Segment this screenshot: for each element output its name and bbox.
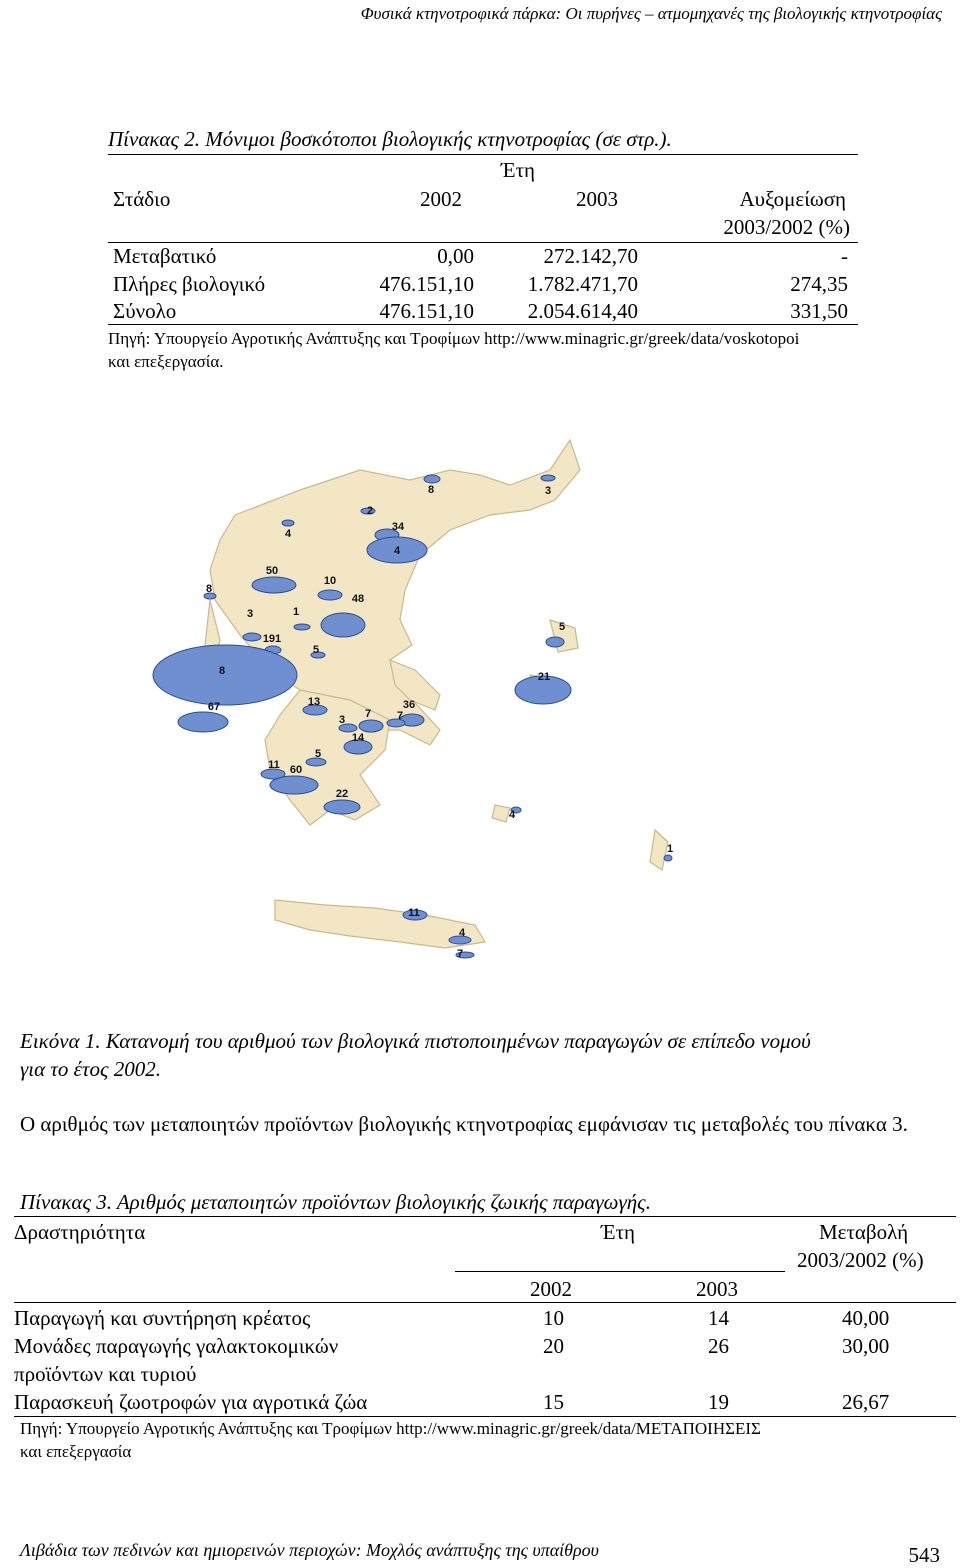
table2-cell: 274,35 xyxy=(790,272,848,296)
table3-years-rule xyxy=(455,1271,785,1272)
marker-label: 36 xyxy=(402,699,416,711)
marker-label: 50 xyxy=(265,565,279,577)
table3-cell: 26 xyxy=(708,1334,729,1358)
table2-group-header: Έτη xyxy=(501,158,535,182)
marker-label: 11 xyxy=(268,759,280,771)
table3-cell: 30,00 xyxy=(842,1334,890,1358)
table2-cell: 331,50 xyxy=(790,299,848,323)
table3-header-rule xyxy=(14,1302,956,1303)
marker-label: 1 xyxy=(666,843,674,855)
marker-label: 4 xyxy=(284,528,292,540)
table2-header-change: Αυξομείωση xyxy=(739,187,846,211)
table3-cell: 15 xyxy=(543,1390,564,1414)
body-paragraph: Ο αριθμός των μεταποιητών προϊόντων βιολογικής κτηνοτροφίας εμφάνισαν τις μεταβολές του πίνακα 3. xyxy=(20,1112,908,1136)
marker-label: 10 xyxy=(323,575,337,587)
marker-label: 4 xyxy=(508,809,516,821)
table2-caption: Πίνακας 2. Μόνιμοι βοσκότοποι βιολογικής κτηνοτροφίας (σε στρ.). xyxy=(108,127,672,151)
marker-label: 1 xyxy=(292,606,300,618)
table3-cell: 10 xyxy=(543,1306,564,1330)
table3-row-label: Παραγωγή και συντήρηση κρέατος xyxy=(14,1306,311,1330)
marker-disc xyxy=(270,776,318,794)
marker-disc xyxy=(321,613,365,637)
marker-label: 48 xyxy=(351,593,365,605)
marker-label: 22 xyxy=(335,788,349,800)
marker-disc xyxy=(359,720,383,732)
marker-disc xyxy=(324,800,360,814)
table2-cell: 0,00 xyxy=(437,244,474,268)
table3-header-2002: 2002 xyxy=(530,1277,572,1301)
page-number: 543 xyxy=(908,1543,940,1567)
table2-cell: 476.151,10 xyxy=(379,299,474,323)
table2-source-cont: και επεξεργασία. xyxy=(108,352,224,371)
marker-label: 5 xyxy=(558,621,566,633)
table3-cell: 26,67 xyxy=(842,1390,890,1414)
table2-row-label: Πλήρες βιολογικό xyxy=(113,272,266,296)
table3-top-rule xyxy=(14,1216,956,1217)
producer-count-marker xyxy=(509,807,521,821)
table3-cell: 14 xyxy=(708,1306,729,1330)
marker-label: 7 xyxy=(364,708,372,720)
table2-cell: 1.782.471,70 xyxy=(527,272,638,296)
marker-label: 8 xyxy=(427,484,435,496)
marker-disc xyxy=(178,712,228,732)
marker-label: 13 xyxy=(307,696,321,708)
table2-top-rule xyxy=(108,154,858,155)
figure1-caption-line1: Εικόνα 1. Κατανομή του αριθμού των βιολογικά πιστοποιημένων παραγωγών σε επίπεδο νομού xyxy=(20,1029,811,1053)
producer-count-marker xyxy=(153,645,297,705)
marker-disc xyxy=(664,855,672,861)
marker-disc xyxy=(546,637,564,647)
table2-bottom-rule xyxy=(108,324,858,325)
marker-label: 2 xyxy=(366,505,374,517)
marker-label: 3 xyxy=(246,608,254,620)
table3-row-label-cont: προϊόντων και τυριού xyxy=(14,1362,197,1386)
rhodes xyxy=(650,830,668,870)
marker-label: 4 xyxy=(458,927,466,939)
table2-cell: 272.142,70 xyxy=(543,244,638,268)
marker-label: 14 xyxy=(351,732,365,744)
table2-header-2003: 2003 xyxy=(576,187,618,211)
marker-label: 4 xyxy=(393,545,401,557)
greece-map xyxy=(150,430,674,980)
table2-cell: 476.151,10 xyxy=(379,272,474,296)
table3-header-activity: Δραστηριότητα xyxy=(14,1220,146,1244)
marker-label: 3 xyxy=(544,485,552,497)
table3-header-change: Μεταβολή xyxy=(819,1220,909,1244)
marker-label: 8 xyxy=(205,583,213,595)
marker-disc xyxy=(282,520,294,526)
marker-disc xyxy=(294,624,310,630)
table3-cell: 19 xyxy=(708,1390,729,1414)
marker-label: 11 xyxy=(408,907,420,919)
figure1-caption-line2: για το έτος 2002. xyxy=(20,1057,161,1081)
marker-label: 60 xyxy=(289,764,303,776)
marker-label: 3 xyxy=(338,714,346,726)
table3-bottom-rule xyxy=(14,1416,956,1417)
table3-header-years: Έτη xyxy=(601,1220,635,1244)
table3-caption: Πίνακας 3. Αριθμός μεταποιητών προϊόντων βιολογικής ζωικής παραγωγής. xyxy=(20,1190,651,1214)
marker-label: 7 xyxy=(396,710,404,722)
figure1-caption xyxy=(20,1027,945,1083)
table3-row-label: Παρασκευή ζωοτροφών για αγροτικά ζώα xyxy=(14,1390,368,1414)
table3-cell: 20 xyxy=(543,1334,564,1358)
table2-cell: 2.054.614,40 xyxy=(527,299,638,323)
producer-count-marker xyxy=(515,671,571,704)
running-footer: Λιβάδια των πεδινών και ημιορεινών περιοχών: Μοχλός ανάπτυξης της υπαίθρου xyxy=(20,1540,599,1560)
table2-header-change-pct: 2003/2002 (%) xyxy=(723,215,850,239)
producer-count-marker xyxy=(178,701,228,732)
marker-disc xyxy=(252,577,296,593)
marker-label: 34 xyxy=(391,521,405,533)
table2-header-rule xyxy=(108,242,858,243)
table2-row-label: Μεταβατικό xyxy=(113,244,217,268)
table2-header-stage: Στάδιο xyxy=(113,187,171,211)
table2-header-2002: 2002 xyxy=(420,187,462,211)
marker-disc xyxy=(541,475,555,481)
marker-label: 67 xyxy=(207,701,221,713)
marker-label: 7 xyxy=(456,948,464,960)
marker-label: 8 xyxy=(218,665,226,677)
marker-label: 5 xyxy=(314,748,322,760)
running-header: Φυσικά κτηνοτροφικά πάρκα: Οι πυρήνες – ατμομηχανές της βιολογικής κτηνοτροφίας xyxy=(360,4,942,23)
table2-row-label: Σύνολο xyxy=(113,299,177,323)
marker-disc xyxy=(243,633,261,641)
table3-header-change-pct: 2003/2002 (%) xyxy=(797,1248,924,1272)
table2-source: Πηγή: Υπουργείο Αγροτικής Ανάπτυξης και Τροφίμων http://www.minagric.gr/greek/data/voskotopoi xyxy=(108,329,800,348)
producer-count-marker xyxy=(456,948,474,960)
marker-label: 21 xyxy=(537,671,551,683)
cyclades xyxy=(492,805,510,822)
producer-count-marker xyxy=(403,907,427,920)
table3-row-label: Μονάδες παραγωγής γαλακτοκομικών xyxy=(14,1334,339,1358)
marker-disc xyxy=(318,590,342,600)
marker-disc xyxy=(424,475,440,483)
table3-source: Πηγή: Υπουργείο Αγροτικής Ανάπτυξης και Τροφίμων http://www.minagric.gr/greek/data/ΜΕΤΑΠΟΙΗΣΕΙΣ xyxy=(20,1419,761,1438)
table2-cell: - xyxy=(841,244,848,268)
marker-label: 5 xyxy=(312,644,320,656)
marker-label: 191 xyxy=(262,633,282,645)
table3-cell: 40,00 xyxy=(842,1306,890,1330)
table3-header-2003: 2003 xyxy=(696,1277,738,1301)
producer-count-marker xyxy=(367,537,427,563)
table3-source-cont: και επεξεργασία xyxy=(20,1442,132,1461)
